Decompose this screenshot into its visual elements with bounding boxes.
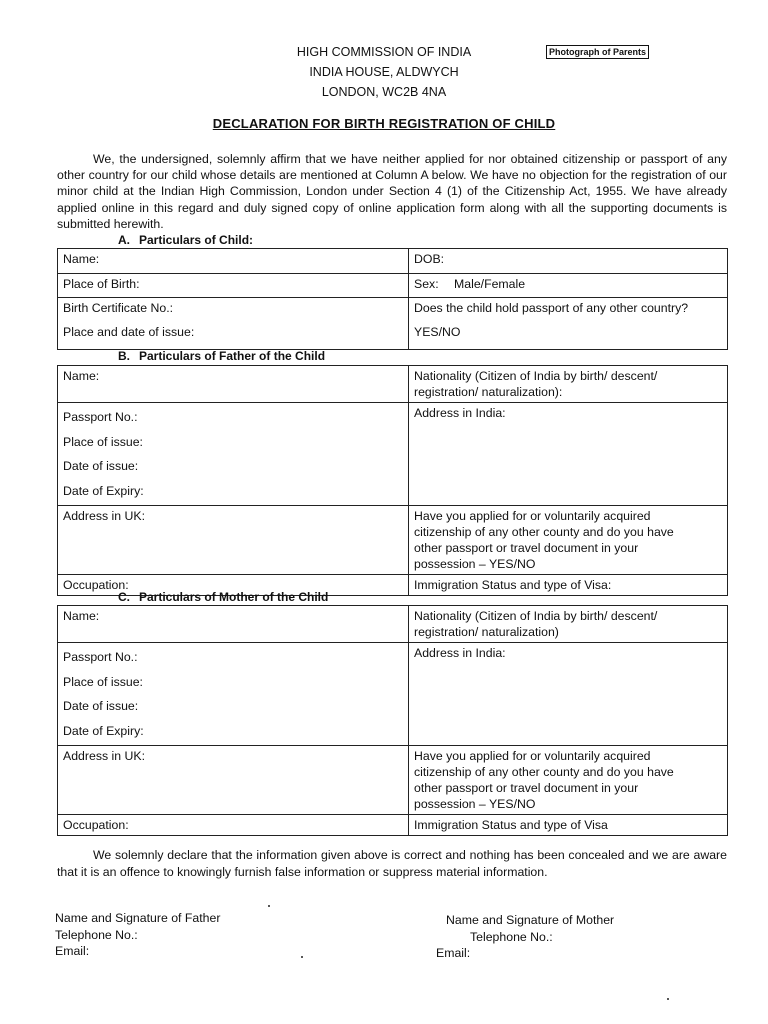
father-particulars-table: [57, 365, 728, 596]
child-name-field[interactable]: Name:: [58, 249, 409, 274]
mother-telephone-label: Telephone No.:: [470, 929, 553, 944]
office-header: [0, 42, 768, 102]
closing-text: We solemnly declare that the information given above is correct and nothing has been concealed and we are aware that it is an offence to knowingly furnish false information or suppress material information.: [57, 848, 727, 879]
child-sex-field[interactable]: Sex: Male/Female: [409, 274, 728, 298]
header-line-1: HIGH COMMISSION OF INDIA: [296, 45, 472, 59]
mother-immigration-field[interactable]: Immigration Status and type of Visa: [409, 815, 728, 836]
section-a-heading: A. Particulars of Child:: [118, 233, 254, 247]
father-address-india-field[interactable]: Address in India:: [409, 403, 728, 506]
father-passport-field[interactable]: Passport No.: Place of issue: Date of issue: Date of Expiry:: [58, 403, 409, 506]
stray-mark: [268, 905, 270, 907]
father-name-signature-label: Name and Signature of Father: [55, 911, 221, 925]
header-line-2: INDIA HOUSE, ALDWYCH: [309, 65, 459, 79]
mother-passport-field[interactable]: Passport No.: Place of issue: Date of issue: Date of Expiry:: [58, 643, 409, 746]
mother-citizenship-question[interactable]: Have you applied for or voluntarily acquired citizenship of any other county and do you have other passport or travel document in your possession – YES/NO: [409, 746, 728, 815]
child-dob-field[interactable]: DOB:: [409, 249, 728, 274]
child-particulars-table: [57, 248, 728, 350]
photograph-box: Photograph of Parents: [546, 45, 649, 59]
father-immigration-field[interactable]: Immigration Status and type of Visa:: [409, 575, 728, 596]
closing-declaration: [57, 847, 727, 880]
father-name-field[interactable]: Name:: [58, 366, 409, 403]
document-title: DECLARATION FOR BIRTH REGISTRATION OF CHILD: [212, 116, 556, 131]
father-nationality-field[interactable]: Nationality (Citizen of India by birth/ descent/ registration/ naturalization):: [409, 366, 728, 403]
section-b-heading: B. Particulars of Father of the Child: [118, 349, 326, 363]
stray-mark: [667, 998, 669, 1000]
mother-name-signature-label: Name and Signature of Mother: [446, 913, 615, 927]
mother-address-uk-field[interactable]: Address in UK:: [58, 746, 409, 815]
father-address-uk-field[interactable]: Address in UK:: [58, 506, 409, 575]
father-email-label: Email:: [55, 944, 90, 958]
section-c-heading: C. Particulars of Mother of the Child: [118, 590, 329, 604]
child-other-passport-field[interactable]: Does the child hold passport of any other country? YES/NO: [409, 298, 728, 350]
intro-paragraph: [57, 151, 727, 232]
father-occupation-field[interactable]: Occupation:: [58, 575, 409, 596]
mother-occupation-field[interactable]: Occupation:: [58, 815, 409, 836]
child-birth-cert-field[interactable]: Birth Certificate No.: Place and date of issue:: [58, 298, 409, 350]
child-place-of-birth-field[interactable]: Place of Birth:: [58, 274, 409, 298]
father-telephone-label: Telephone No.:: [55, 927, 138, 942]
mother-name-field[interactable]: Name:: [58, 606, 409, 643]
mother-email-label: Email:: [436, 946, 471, 960]
mother-nationality-field[interactable]: Nationality (Citizen of India by birth/ descent/ registration/ naturalization): [409, 606, 728, 643]
header-line-3: LONDON, WC2B 4NA: [321, 85, 447, 99]
mother-address-india-field[interactable]: Address in India:: [409, 643, 728, 746]
stray-mark: [301, 956, 303, 958]
father-citizenship-question[interactable]: Have you applied for or voluntarily acquired citizenship of any other county and do you have other passport or travel document in your possession – YES/NO: [409, 506, 728, 575]
mother-particulars-table: [57, 605, 728, 836]
father-signature-block: [55, 910, 220, 960]
intro-text: We, the undersigned, solemnly affirm that we have neither applied for nor obtained citizenship or passport of any other country for our child whose details are mentioned at Column A below. We have no objection for the registration of our minor child at the Indian High Commission, London under Section 4 (1) of the Citizenship Act, 1955. We have already applied online in this regard and duly signed copy of online application form along with all the supporting documents is submitted herewith.: [57, 152, 727, 231]
mother-signature-block: [436, 912, 615, 962]
